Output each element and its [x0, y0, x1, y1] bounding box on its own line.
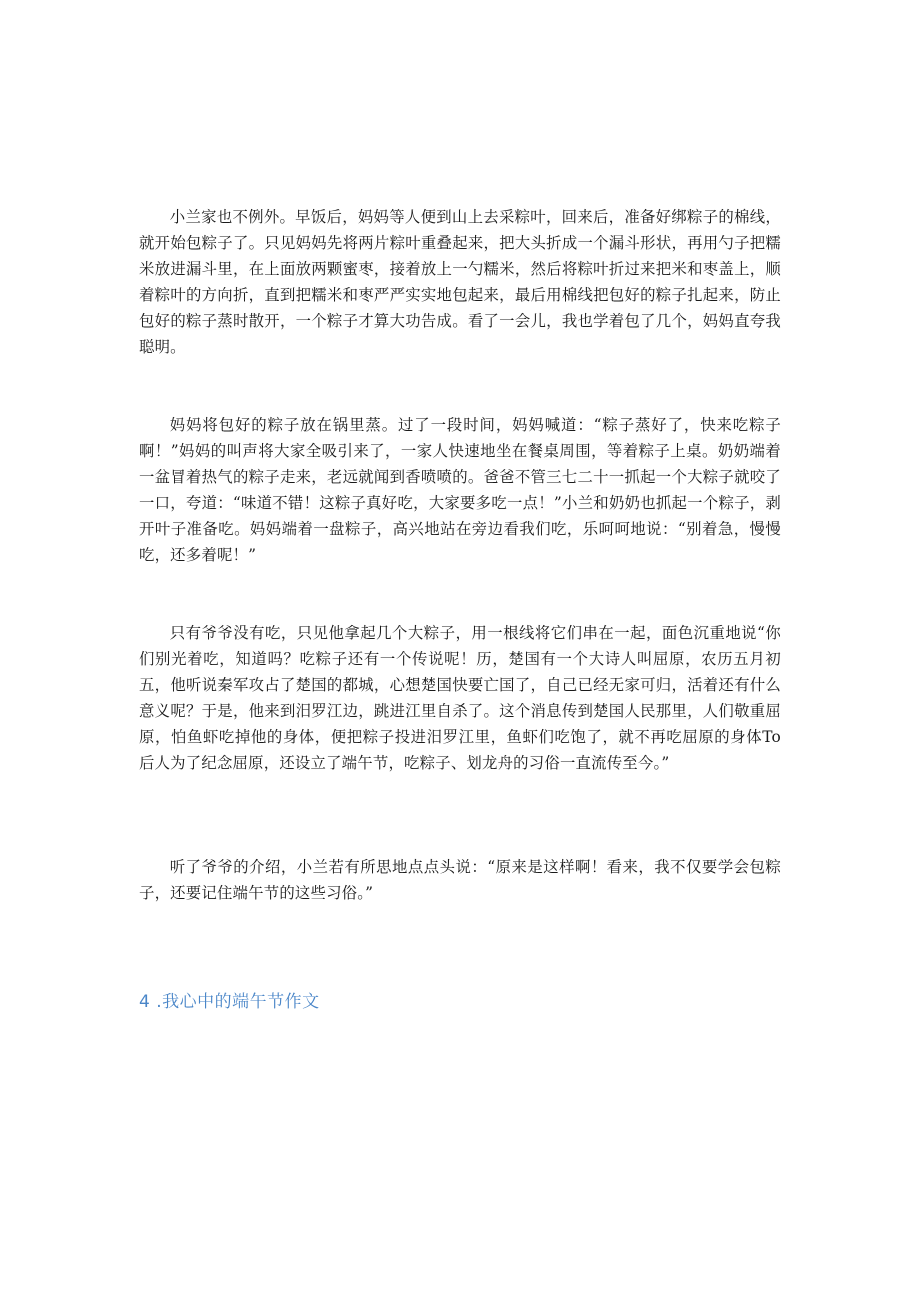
paragraph-eating-zongzi: 妈妈将包好的粽子放在锅里蒸。过了一段时间，妈妈喊道：“粽子蒸好了，快来吃粽子啊！”妈妈的叫声将大家全吸引来了，一家人快速地坐在餐桌周围，等着粽子上桌。奶奶端着一盆冒着热气的粽子走来，老远就闻到香喷喷的。爸爸不管三七二十一抓起一个大粽子就咬了一口，夸道：“味道不错！这粽子真好吃，大家要多吃一点！”小兰和奶奶也抓起一个粽子，剥开叶子准备吃。妈妈端着一盘粽子，高兴地站在旁边看我们吃，乐呵呵地说：“别着急，慢慢吃，还多着呢！”: [139, 416, 781, 564]
paragraph-conclusion: 听了爷爷的介绍，小兰若有所思地点点头说：“原来是这样啊！看来，我不仅要学会包粽子，还要记住端午节的这些习俗。”: [139, 858, 781, 902]
paragraph-grandpa-legend: 只有爷爷没有吃，只见他拿起几个大粽子，用一根线将它们串在一起，面色沉重地说“你们别光着吃，知道吗？吃粽子还有一个传说呢！历，楚国有一个大诗人叫屈原，农历五月初五，他听说秦军攻占了楚国的都城，心想楚国快要亡国了，自己已经无家可归，活着还有什么意义呢？于是，他来到汨罗江边，跳进江里自杀了。这个消息传到楚国人民那里，人们敬重屈原，怕鱼虾吃掉他的身体，便把粽子投进汨罗江里，鱼虾们吃饱了，就不再吃屈原的身体To后人为了纪念屈原，还设立了端午节，吃粽子、划龙舟的习俗一直流传至今。”: [139, 624, 781, 772]
section-heading: 4 .我心中的端午节作文: [139, 992, 320, 1012]
paragraph-making-zongzi: 小兰家也不例外。早饭后，妈妈等人便到山上去采粽叶，回来后，准备好绑粽子的棉线，就开始包粽子了。只见妈妈先将两片粽叶重叠起来，把大头折成一个漏斗形状，再用勺子把糯米放进漏斗里，在上面放两颗蜜枣，接着放上一勺糯米，然后将粽叶折过来把米和枣盖上，顺着粽叶的方向折，直到把糯米和枣严严实实地包起来，最后用棉线把包好的粽子扎起来，防止包好的粽子蒸时散开，一个粽子才算大功告成。看了一会儿，我也学着包了几个，妈妈直夸我聪明。: [139, 208, 781, 356]
